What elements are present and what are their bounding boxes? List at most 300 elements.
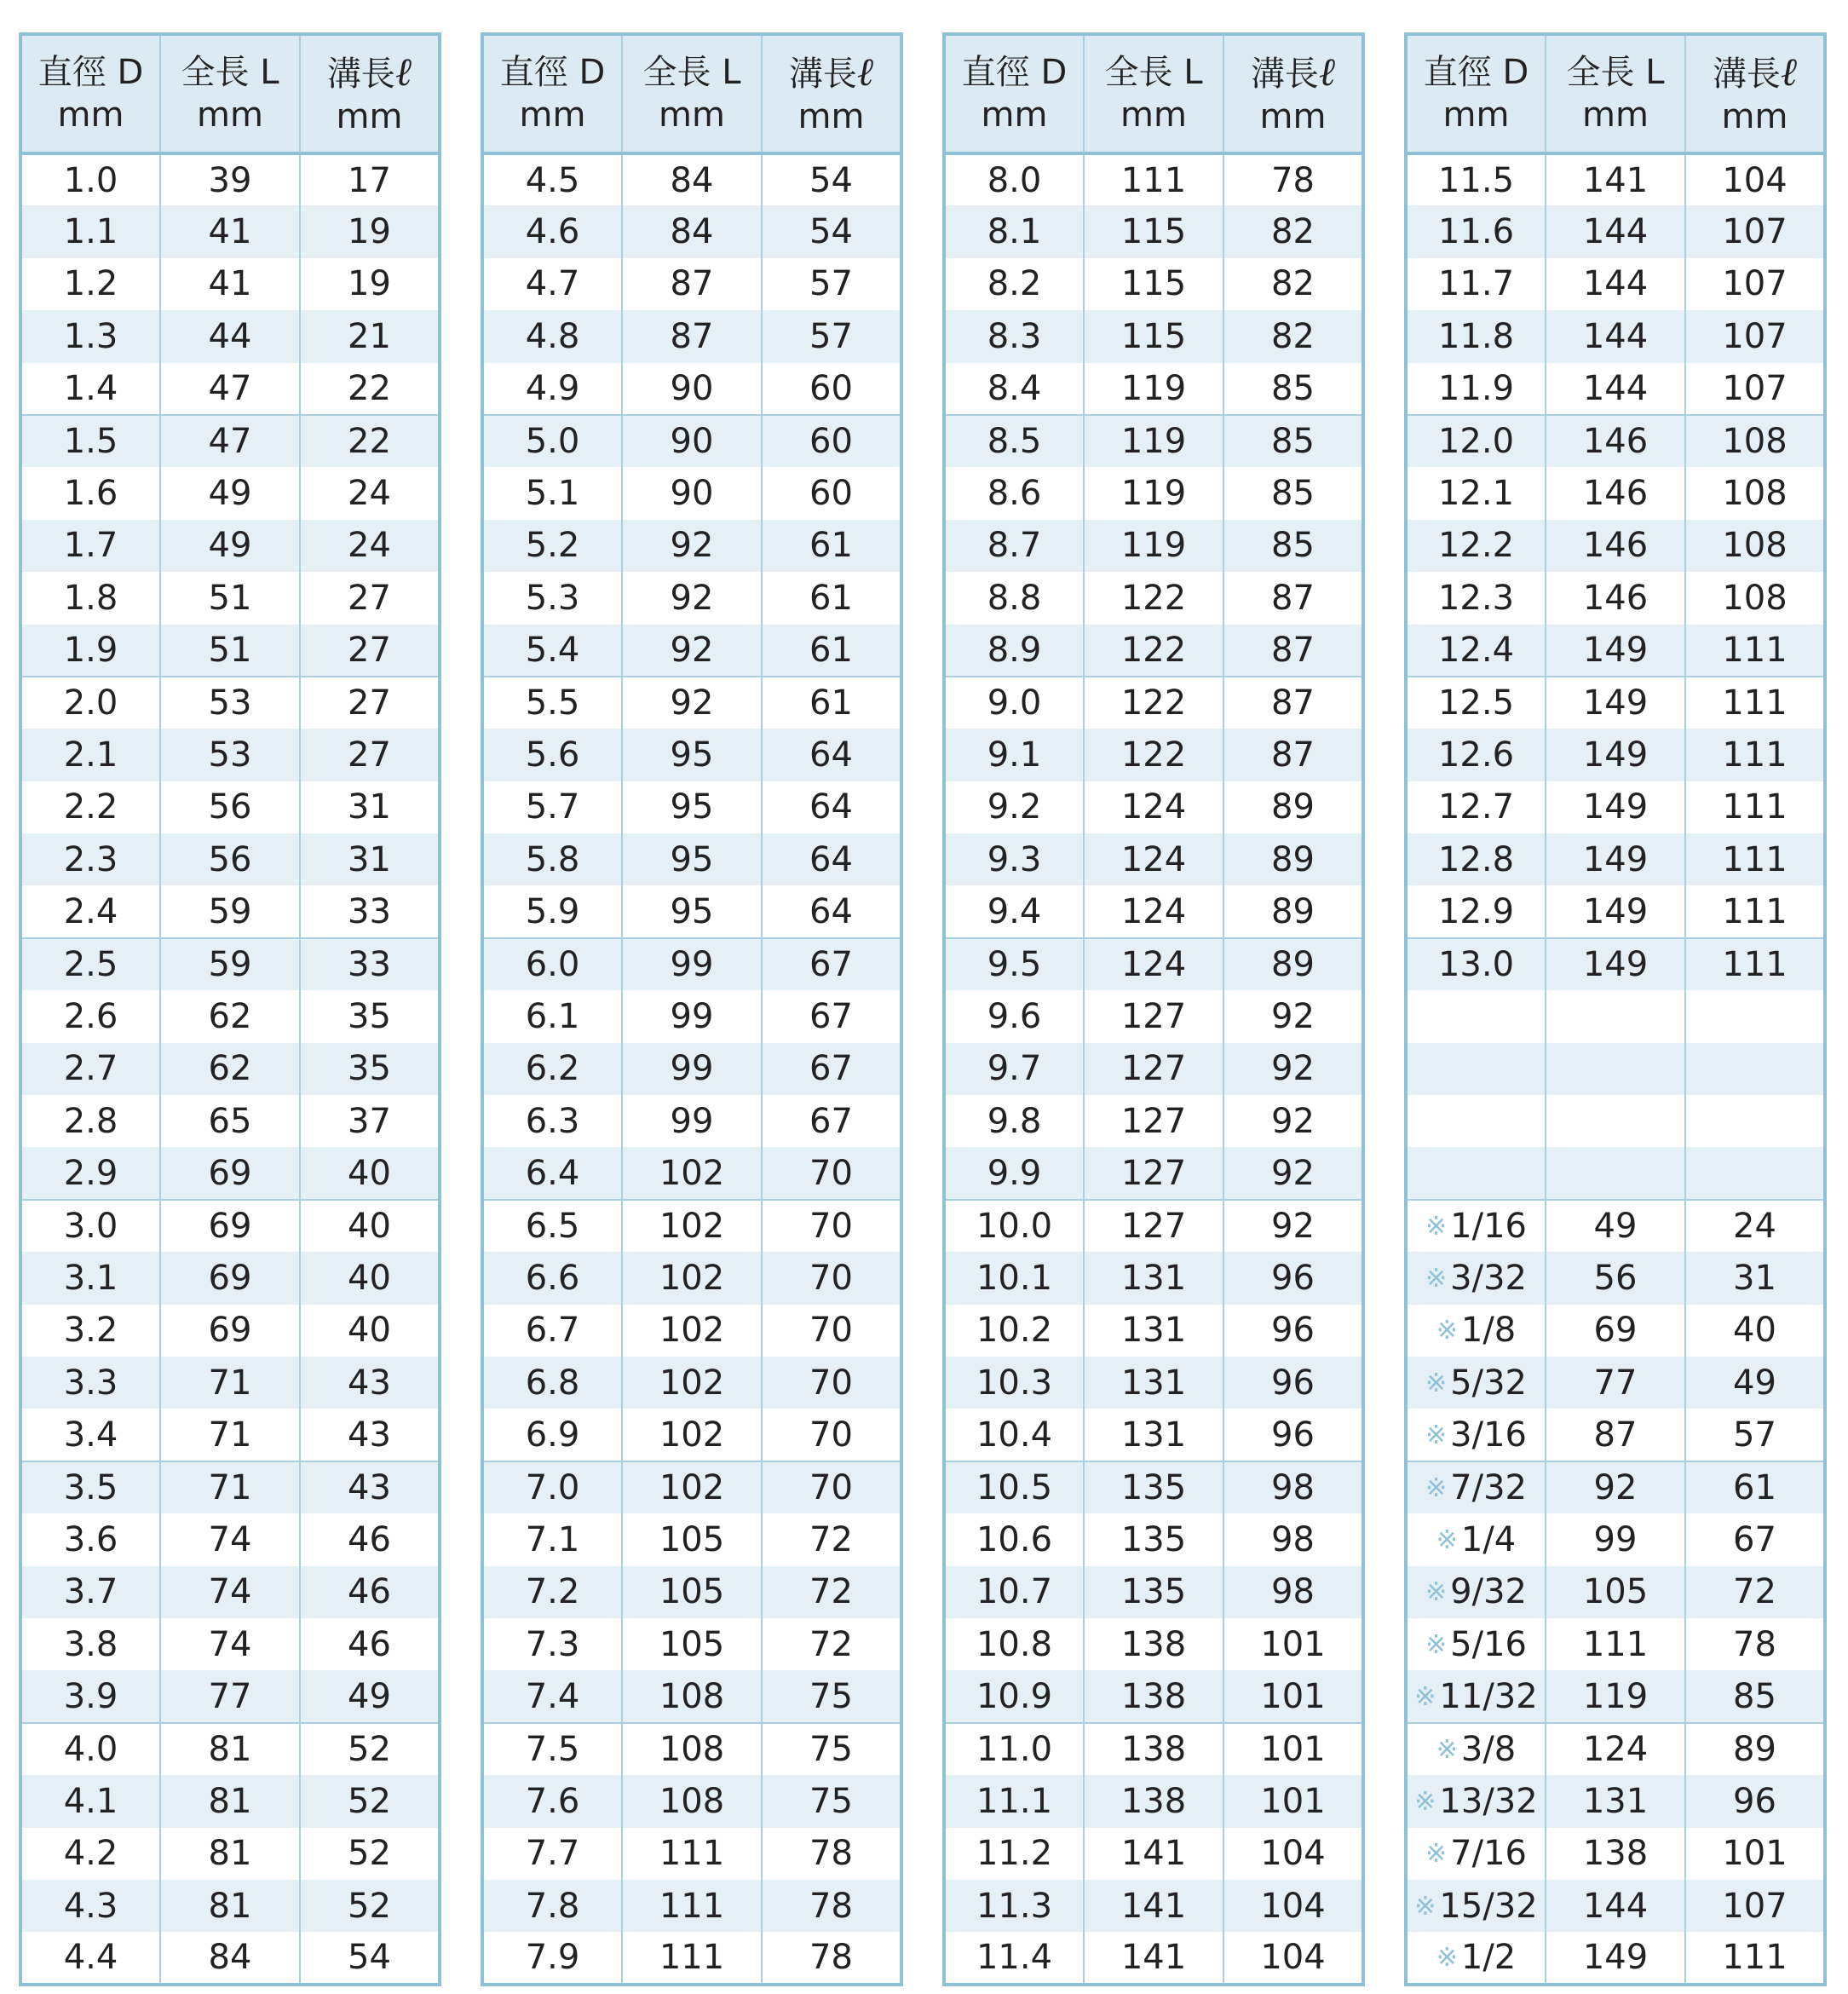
- cell-diameter: 10.7: [944, 1566, 1084, 1618]
- cell-length: 131: [1084, 1409, 1223, 1461]
- cell-diameter: 12.7: [1406, 781, 1546, 833]
- cell-diameter: 12.2: [1406, 520, 1546, 572]
- table-row: [944, 1828, 1363, 1880]
- cell-flute: 31: [348, 787, 391, 827]
- table-row: [20, 153, 440, 205]
- cell-length: 149: [1546, 625, 1685, 677]
- cell-diameter: 4.4: [20, 1932, 160, 1984]
- cell-flute: 78: [809, 1834, 853, 1874]
- cell-diameter: 12.9: [1406, 885, 1546, 937]
- table-row: [1406, 1932, 1825, 1984]
- cell-length: 84: [622, 205, 762, 257]
- cell-length: 56: [160, 833, 300, 885]
- cell-length: 144: [1546, 1880, 1685, 1932]
- cell-length: 99: [622, 990, 762, 1042]
- cell-diameter: 6.1: [482, 990, 622, 1042]
- cell-flute: 27: [348, 578, 391, 618]
- cell-flute: 75: [762, 1670, 901, 1722]
- inch-mark-icon: ※: [1425, 1212, 1448, 1242]
- cell-length: 108: [622, 1670, 762, 1722]
- inch-size: 1/8: [1460, 1311, 1517, 1351]
- cell-length: [1546, 1095, 1685, 1147]
- cell-flute: 64: [762, 833, 901, 885]
- inch-size: 7/16: [1450, 1834, 1527, 1874]
- cell-flute: 96: [1685, 1775, 1825, 1827]
- cell-length: 41: [160, 205, 300, 257]
- table-row: [944, 572, 1363, 624]
- inch-size: 5/32: [1450, 1363, 1527, 1403]
- table-row: [20, 1775, 440, 1827]
- ell-symbol: ℓ: [856, 48, 874, 95]
- cell-length: 138: [1084, 1775, 1223, 1827]
- table-row: [20, 258, 440, 310]
- table-row: [1406, 205, 1825, 257]
- table-row: [944, 153, 1363, 205]
- cell-flute: 72: [809, 1519, 853, 1559]
- cell-length: 102: [622, 1461, 762, 1513]
- cell-flute: 89: [1271, 891, 1315, 931]
- table-row: [482, 520, 901, 572]
- table-row: [1406, 1723, 1825, 1775]
- cell-diameter: 4.7: [482, 258, 622, 310]
- cell-length: 149: [1546, 1932, 1685, 1984]
- cell-length: 144: [1546, 258, 1685, 310]
- table-row: [944, 625, 1363, 677]
- cell-flute: 33: [300, 938, 440, 990]
- inch-mark-icon: ※: [1425, 1577, 1448, 1608]
- table-row: [1406, 310, 1825, 362]
- cell-diameter: [1406, 1513, 1546, 1565]
- table-row: [1406, 1043, 1825, 1095]
- cell-length: 124: [1084, 885, 1223, 937]
- cell-flute: 57: [762, 310, 901, 362]
- cell-length: 131: [1084, 1305, 1223, 1357]
- table-row: [1406, 467, 1825, 519]
- table-row: [944, 1566, 1363, 1618]
- cell-diameter: 8.4: [944, 363, 1084, 415]
- cell-flute: 101: [1223, 1775, 1363, 1827]
- cell-flute: 108: [1685, 415, 1825, 467]
- cell-length: 124: [1546, 1723, 1685, 1775]
- cell-flute: 67: [762, 938, 901, 990]
- cell-length: 119: [1084, 520, 1223, 572]
- cell-diameter: 7.4: [482, 1670, 622, 1722]
- cell-length: 71: [160, 1357, 300, 1409]
- cell-length: 69: [160, 1252, 300, 1304]
- cell-flute: 33: [348, 891, 391, 931]
- cell-diameter: 8.8: [944, 572, 1084, 624]
- cell-length: 149: [1546, 938, 1685, 990]
- cell-diameter: 12.0: [1406, 415, 1546, 467]
- cell-length: 81: [160, 1880, 300, 1932]
- cell-flute: 70: [809, 1415, 853, 1455]
- table-row: [1406, 1147, 1825, 1199]
- header-length: [622, 34, 762, 153]
- cell-length: 95: [622, 833, 762, 885]
- cell-diameter: 2.0: [20, 677, 160, 729]
- header-label: 溝長ℓ: [326, 48, 412, 95]
- cell-diameter: 9.7: [944, 1043, 1084, 1095]
- cell-flute: 89: [1685, 1723, 1825, 1775]
- header-label: 全長 L: [1566, 53, 1665, 92]
- cell-length: 99: [622, 938, 762, 990]
- cell-diameter: 10.1: [944, 1252, 1084, 1304]
- table-row: [944, 1880, 1363, 1932]
- cell-flute: 85: [1271, 474, 1315, 514]
- cell-diameter: 11.9: [1406, 363, 1546, 415]
- cell-diameter: 8.0: [944, 153, 1084, 205]
- cell-length: 90: [622, 415, 762, 467]
- cell-flute: 61: [1685, 1461, 1825, 1513]
- table-row: [482, 258, 901, 310]
- cell-flute: 64: [809, 787, 853, 827]
- table-row: [482, 153, 901, 205]
- table-row: [1406, 781, 1825, 833]
- table-row: [944, 1618, 1363, 1670]
- cell-length: 90: [622, 467, 762, 519]
- cell-flute: [1685, 990, 1825, 1042]
- table-row: [1406, 415, 1825, 467]
- cell-length: 95: [622, 729, 762, 781]
- cell-diameter: 2.5: [20, 938, 160, 990]
- table-row: [944, 258, 1363, 310]
- table-row: [1406, 677, 1825, 729]
- cell-flute: 104: [1260, 1834, 1326, 1874]
- cell-diameter: [1406, 1305, 1546, 1357]
- table-row: [482, 1775, 901, 1827]
- inch-size: 9/32: [1450, 1572, 1527, 1612]
- inch-mark-icon: ※: [1414, 1681, 1436, 1712]
- cell-diameter: 3.5: [20, 1461, 160, 1513]
- table-row: [482, 1932, 901, 1984]
- inch-size: 13/32: [1439, 1781, 1538, 1821]
- cell-length: 69: [160, 1305, 300, 1357]
- cell-flute: 22: [300, 415, 440, 467]
- cell-flute: 24: [300, 520, 440, 572]
- cell-diameter: 9.9: [944, 1147, 1084, 1199]
- header-unit: mm: [57, 95, 124, 135]
- header-unit: mm: [1442, 95, 1510, 135]
- cell-diameter: 3.3: [20, 1357, 160, 1409]
- cell-diameter: [1406, 1357, 1546, 1409]
- inch-mark-icon: ※: [1436, 1524, 1458, 1555]
- cell-length: 141: [1084, 1828, 1223, 1880]
- header-unit: mm: [197, 95, 263, 135]
- cell-flute: 64: [809, 891, 853, 931]
- table-row: [20, 1409, 440, 1461]
- header-unit: mm: [981, 95, 1048, 135]
- cell-length: 74: [160, 1513, 300, 1565]
- table-row: [482, 1828, 901, 1880]
- cell-diameter: 11.3: [944, 1880, 1084, 1932]
- cell-flute: 43: [348, 1415, 391, 1455]
- cell-flute: 70: [809, 1311, 853, 1351]
- cell-diameter: 10.6: [944, 1513, 1084, 1565]
- cell-flute: 96: [1223, 1357, 1363, 1409]
- table-row: [944, 1409, 1363, 1461]
- cell-flute: 87: [1223, 677, 1363, 729]
- table-row: [1406, 1670, 1825, 1722]
- header-diameter: [944, 34, 1084, 153]
- cell-flute: 108: [1685, 520, 1825, 572]
- header-diameter: [482, 34, 622, 153]
- cell-flute: 40: [1733, 1311, 1776, 1351]
- cell-length: 138: [1546, 1828, 1685, 1880]
- cell-length: 92: [622, 625, 762, 677]
- cell-flute: 40: [300, 1200, 440, 1252]
- cell-length: 149: [1546, 677, 1685, 729]
- table-row: [482, 1200, 901, 1252]
- cell-diameter: 2.9: [20, 1147, 160, 1199]
- cell-diameter: 1.8: [20, 572, 160, 624]
- table-row: [1406, 885, 1825, 937]
- cell-length: 149: [1546, 729, 1685, 781]
- inch-size: 3/8: [1460, 1729, 1517, 1769]
- cell-flute: 96: [1271, 1415, 1315, 1455]
- cell-flute: 96: [1271, 1311, 1315, 1351]
- cell-length: 71: [160, 1461, 300, 1513]
- cell-flute: 85: [1223, 520, 1363, 572]
- cell-length: 115: [1084, 310, 1223, 362]
- cell-diameter: 6.5: [482, 1200, 622, 1252]
- cell-flute: 52: [300, 1775, 440, 1827]
- table-row: [482, 363, 901, 415]
- table-row: [20, 1828, 440, 1880]
- header-length: [160, 34, 300, 153]
- cell-length: 102: [622, 1252, 762, 1304]
- cell-flute: 75: [762, 1723, 901, 1775]
- table-row: [482, 310, 901, 362]
- cell-diameter: 6.6: [482, 1252, 622, 1304]
- cell-diameter: 7.7: [482, 1828, 622, 1880]
- cell-diameter: 7.1: [482, 1513, 622, 1565]
- cell-flute: 92: [1223, 1200, 1363, 1252]
- cell-diameter: 7.6: [482, 1775, 622, 1827]
- cell-length: 141: [1084, 1932, 1223, 1984]
- cell-diameter: 6.7: [482, 1305, 622, 1357]
- cell-diameter: 7.8: [482, 1880, 622, 1932]
- table-row: [944, 1252, 1363, 1304]
- cell-diameter: 7.5: [482, 1723, 622, 1775]
- cell-flute: 19: [300, 205, 440, 257]
- cell-flute: 22: [348, 368, 391, 408]
- table-row: [482, 1880, 901, 1932]
- cell-flute: 43: [300, 1357, 440, 1409]
- table-row: [482, 205, 901, 257]
- cell-length: 141: [1084, 1880, 1223, 1932]
- cell-flute: 54: [762, 205, 901, 257]
- spec-table-3: [942, 32, 1365, 1986]
- cell-flute: 52: [300, 1880, 440, 1932]
- spec-table-4: [1404, 32, 1827, 1986]
- table-row: [944, 1461, 1363, 1513]
- cell-flute: 24: [348, 474, 391, 514]
- cell-length: 49: [1546, 1200, 1685, 1252]
- cell-length: 111: [622, 1828, 762, 1880]
- cell-flute: 27: [300, 625, 440, 677]
- cell-length: 115: [1084, 258, 1223, 310]
- table-row: [482, 1357, 901, 1409]
- inch-mark-icon: ※: [1425, 1472, 1448, 1503]
- cell-flute: 104: [1260, 1937, 1326, 1977]
- cell-flute: 64: [762, 729, 901, 781]
- table-row: [482, 625, 901, 677]
- cell-length: 59: [160, 885, 300, 937]
- header-unit: mm: [1721, 96, 1788, 136]
- cell-diameter: 12.6: [1406, 729, 1546, 781]
- cell-flute: 92: [1223, 1043, 1363, 1095]
- table-row: [1406, 1880, 1825, 1932]
- cell-diameter: 11.8: [1406, 310, 1546, 362]
- cell-flute: 101: [1223, 1723, 1363, 1775]
- cell-length: 127: [1084, 1200, 1223, 1252]
- table-row: [1406, 990, 1825, 1042]
- table-row: [20, 1200, 440, 1252]
- cell-diameter: 10.2: [944, 1305, 1084, 1357]
- table-row: [20, 1618, 440, 1670]
- table-row: [482, 1095, 901, 1147]
- header-flute: [762, 34, 901, 153]
- header-unit: mm: [1120, 95, 1187, 135]
- cell-diameter: 8.9: [944, 625, 1084, 677]
- header-diameter: [1406, 34, 1546, 153]
- table-row: [1406, 1305, 1825, 1357]
- cell-diameter: 13.0: [1406, 938, 1546, 990]
- cell-length: 59: [160, 938, 300, 990]
- cell-length: 108: [622, 1723, 762, 1775]
- cell-length: 99: [622, 1043, 762, 1095]
- table-row: [944, 990, 1363, 1042]
- cell-diameter: 3.8: [20, 1618, 160, 1670]
- header-row: [1406, 34, 1825, 153]
- cell-diameter: 5.1: [482, 467, 622, 519]
- cell-diameter: 12.8: [1406, 833, 1546, 885]
- table-row: [20, 1305, 440, 1357]
- cell-flute: 37: [348, 1101, 391, 1141]
- table-row: [20, 205, 440, 257]
- cell-flute: 104: [1722, 160, 1788, 200]
- cell-length: 95: [622, 781, 762, 833]
- table-row: [482, 729, 901, 781]
- cell-length: 49: [160, 520, 300, 572]
- cell-diameter: 6.9: [482, 1409, 622, 1461]
- table-row: [944, 1723, 1363, 1775]
- cell-length: 131: [1084, 1357, 1223, 1409]
- table-row: [944, 1513, 1363, 1565]
- cell-diameter: 12.4: [1406, 625, 1546, 677]
- cell-diameter: 1.9: [20, 625, 160, 677]
- table-row: [482, 781, 901, 833]
- table-row: [1406, 1357, 1825, 1409]
- cell-length: 71: [160, 1409, 300, 1461]
- cell-diameter: 5.4: [482, 625, 622, 677]
- inch-mark-icon: ※: [1436, 1734, 1458, 1765]
- cell-length: 47: [160, 415, 300, 467]
- table-row: [1406, 1828, 1825, 1880]
- cell-length: 44: [160, 310, 300, 362]
- table-row: [482, 1618, 901, 1670]
- cell-length: 77: [1546, 1357, 1685, 1409]
- inch-size: 5/16: [1450, 1624, 1527, 1664]
- cell-flute: 85: [1223, 415, 1363, 467]
- inch-mark-icon: ※: [1425, 1839, 1448, 1870]
- cell-length: 102: [622, 1305, 762, 1357]
- cell-length: 105: [622, 1513, 762, 1565]
- cell-diameter: 1.5: [20, 415, 160, 467]
- cell-flute: 92: [1271, 996, 1315, 1036]
- cell-length: 84: [160, 1932, 300, 1984]
- cell-diameter: 6.4: [482, 1147, 622, 1199]
- cell-flute: 72: [1685, 1566, 1825, 1618]
- cell-flute: 24: [1685, 1200, 1825, 1252]
- cell-diameter: 3.6: [20, 1513, 160, 1565]
- cell-flute: 35: [300, 1043, 440, 1095]
- table-row: [944, 520, 1363, 572]
- header-label: 直徑 D: [961, 53, 1068, 92]
- cell-length: 105: [622, 1618, 762, 1670]
- table-row: [20, 1357, 440, 1409]
- cell-diameter: 4.1: [20, 1775, 160, 1827]
- table-row: [944, 729, 1363, 781]
- cell-flute: 17: [348, 160, 391, 200]
- table-row: [482, 938, 901, 990]
- cell-diameter: 6.0: [482, 938, 622, 990]
- cell-flute: 107: [1685, 205, 1825, 257]
- cell-diameter: 2.2: [20, 781, 160, 833]
- cell-diameter: 11.6: [1406, 205, 1546, 257]
- cell-length: 102: [622, 1357, 762, 1409]
- cell-diameter: [1406, 1723, 1546, 1775]
- header-row: [482, 34, 901, 153]
- cell-flute: 108: [1722, 578, 1788, 618]
- table-row: [20, 572, 440, 624]
- cell-diameter: 4.2: [20, 1828, 160, 1880]
- cell-diameter: [1406, 1200, 1546, 1252]
- cell-flute: 107: [1685, 310, 1825, 362]
- cell-flute: 21: [300, 310, 440, 362]
- cell-flute: 87: [1271, 578, 1315, 618]
- cell-diameter: 9.5: [944, 938, 1084, 990]
- inch-size: 15/32: [1439, 1886, 1538, 1926]
- ell-symbol: ℓ: [1780, 48, 1798, 95]
- inch-mark-icon: ※: [1425, 1420, 1448, 1450]
- cell-length: 146: [1546, 467, 1685, 519]
- cell-flute: 104: [1223, 1880, 1363, 1932]
- cell-length: 111: [1084, 153, 1223, 205]
- cell-diameter: 11.1: [944, 1775, 1084, 1827]
- table-row: [944, 1200, 1363, 1252]
- cell-diameter: 5.9: [482, 885, 622, 937]
- cell-diameter: 5.7: [482, 781, 622, 833]
- header-unit: mm: [797, 96, 865, 136]
- cell-diameter: 1.4: [20, 363, 160, 415]
- header-label: 溝長ℓ: [1250, 48, 1336, 95]
- cell-length: 51: [160, 572, 300, 624]
- cell-length: 74: [160, 1566, 300, 1618]
- cell-diameter: 9.8: [944, 1095, 1084, 1147]
- table-row: [20, 885, 440, 937]
- header-length: [1546, 34, 1685, 153]
- cell-diameter: 10.9: [944, 1670, 1084, 1722]
- table-row: [20, 1252, 440, 1304]
- table-row: [1406, 729, 1825, 781]
- header-flute: [300, 34, 440, 153]
- cell-diameter: [1406, 1880, 1546, 1932]
- cell-length: 138: [1084, 1618, 1223, 1670]
- cell-length: 124: [1084, 833, 1223, 885]
- cell-length: 122: [1084, 572, 1223, 624]
- cell-flute: 111: [1722, 1937, 1788, 1977]
